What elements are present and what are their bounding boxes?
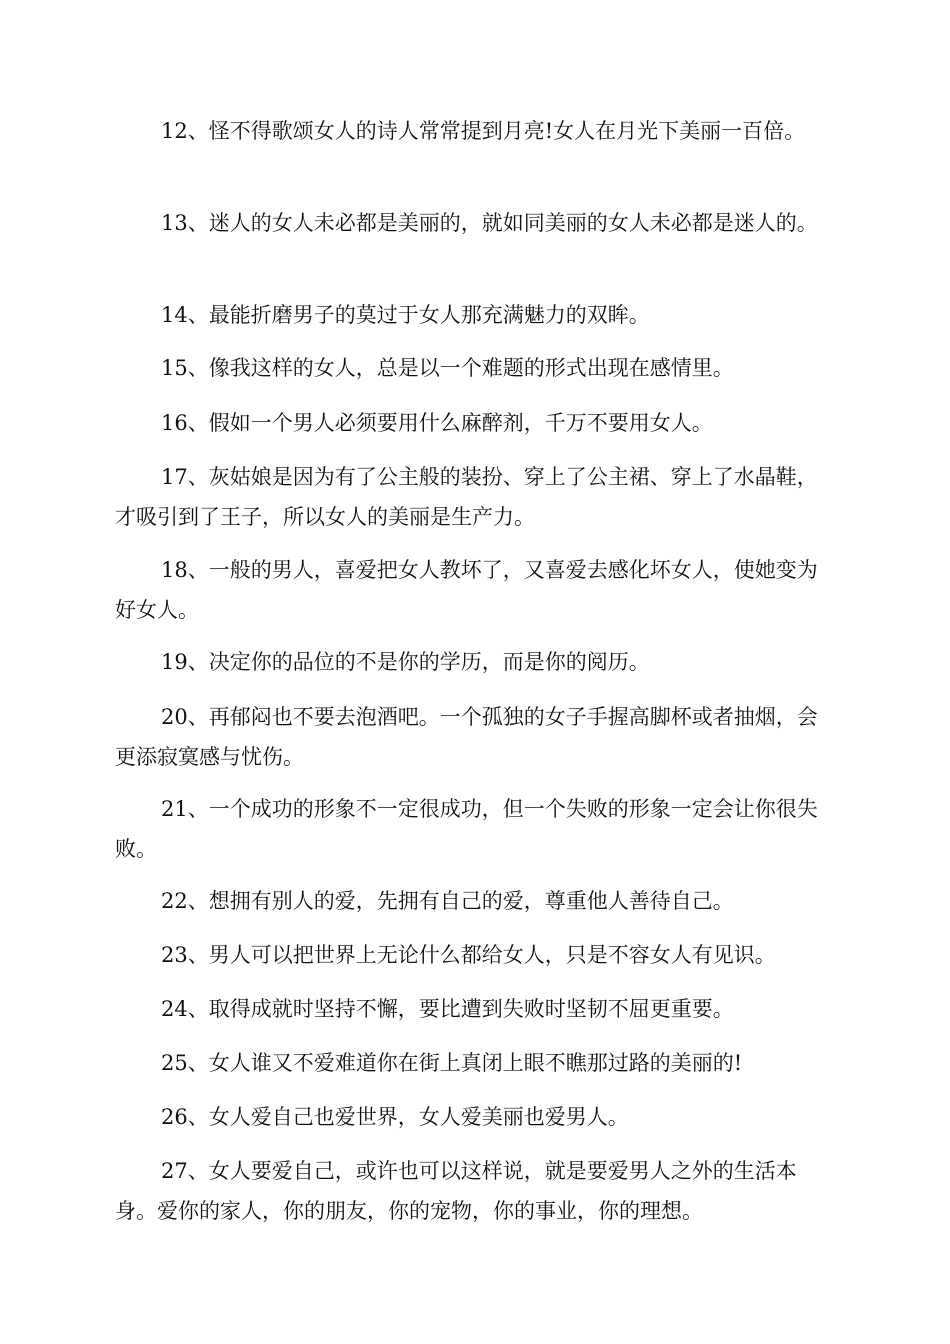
quote-24: 24、取得成就时坚持不懈，要比遭到失败时坚韧不屈更重要。 [161, 997, 734, 1021]
quote-19: 19、决定你的品位的不是你的学历，而是你的阅历。 [161, 650, 650, 674]
quote-25: 25、女人谁又不爱难道你在街上真闭上眼不瞧那过路的美丽的! [161, 1051, 743, 1075]
quote-18: 18、一般的男人，喜爱把女人教坏了，又喜爱去感化坏女人，使她变为好女人。 [115, 558, 818, 622]
quote-21: 21、一个成功的形象不一定很成功，但一个失败的形象一定会让你很失败。 [115, 797, 818, 861]
quote-16: 16、假如一个男人必须要用什么麻醉剂，千万不要用女人。 [161, 411, 713, 435]
quote-15: 15、像我这样的女人，总是以一个难题的形式出现在感情里。 [161, 356, 734, 380]
quote-27: 27、女人要爱自己，或许也可以这样说，就是要爱男人之外的生活本身。爱你的家人，你的朋友，你的宠物，你的事业，你的理想。 [115, 1159, 797, 1223]
quote-17: 17、灰姑娘是因为有了公主般的装扮、穿上了公主裙、穿上了水晶鞋，才吸引到了王子，所以女人的美丽是生产力。 [115, 465, 818, 529]
quote-20: 20、再郁闷也不要去泡酒吧。一个孤独的女子手握高脚杯或者抽烟，会更添寂寞感与忧伤。 [115, 705, 818, 769]
quote-13: 13、迷人的女人未必都是美丽的，就如同美丽的女人未必都是迷人的。 [161, 211, 818, 235]
quote-26: 26、女人爱自己也爱世界，女人爱美丽也爱男人。 [161, 1105, 629, 1129]
quote-12: 12、怪不得歌颂女人的诗人常常提到月亮!女人在月光下美丽一百倍。 [161, 119, 806, 143]
quote-22: 22、想拥有别人的爱，先拥有自己的爱，尊重他人善待自己。 [161, 889, 734, 913]
quote-14: 14、最能折磨男子的莫过于女人那充满魅力的双眸。 [161, 303, 650, 327]
quote-23: 23、男人可以把世界上无论什么都给女人，只是不容女人有见识。 [161, 943, 776, 967]
